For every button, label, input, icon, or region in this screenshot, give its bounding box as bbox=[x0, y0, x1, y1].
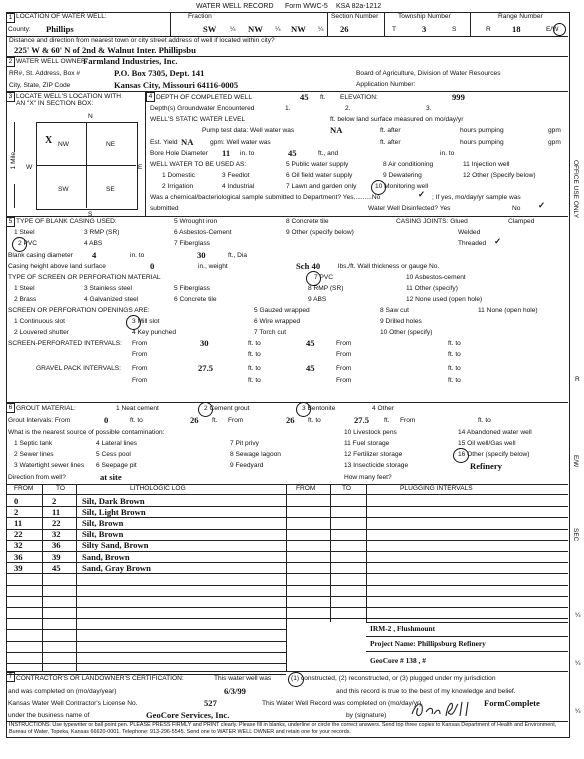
log-header-plugging: PLUGGING INTERVALS bbox=[400, 485, 473, 492]
threaded-check: ✓ bbox=[494, 236, 502, 246]
signature-scribble-icon bbox=[410, 698, 472, 720]
yield-value[interactable]: NA bbox=[181, 137, 194, 147]
board-text: Board of Agriculture, Division of Water Resources bbox=[356, 70, 501, 77]
side-quarter-1: ¼ bbox=[575, 612, 581, 619]
east-label: E bbox=[138, 164, 143, 171]
screen-brass[interactable]: 2 Brass bbox=[14, 296, 37, 303]
west-label: W bbox=[26, 164, 33, 171]
wall-thickness-label: lbs./ft. Wall thickness or gauge No. bbox=[338, 263, 440, 270]
use-4[interactable]: 4 Industrial bbox=[222, 183, 255, 190]
chem-no-check: ✓ bbox=[418, 189, 426, 199]
signature-label: by (signature) bbox=[346, 712, 387, 719]
grout-i1-from[interactable]: 0 bbox=[104, 415, 109, 425]
use-label: WELL WATER TO BE USED AS: bbox=[150, 161, 247, 168]
log-to-cell[interactable]: 45 bbox=[52, 562, 61, 573]
contam-1[interactable]: 1 Septic tank bbox=[14, 440, 53, 447]
locate-label: LOCATE WELL'S LOCATION WITH AN "X" IN SECTION BOX: bbox=[16, 93, 122, 107]
casing-diameter-label: Blank casing diameter bbox=[8, 252, 73, 259]
static-level-label: WELL'S STATIC WATER LEVEL bbox=[150, 116, 246, 123]
contam-14[interactable]: 14 Abandoned water well bbox=[458, 429, 532, 436]
contam-2[interactable]: 2 Sewer lines bbox=[14, 451, 54, 458]
bore-value[interactable]: 11 bbox=[222, 148, 231, 158]
log-row-line bbox=[6, 607, 568, 608]
screen-material-label: TYPE OF SCREEN OR PERFORATION MATERIAL bbox=[8, 274, 161, 281]
south-label: S bbox=[88, 211, 93, 218]
distance-value[interactable]: 225' W & 60' N of 2nd & Walnut Inter. Phillipsbu bbox=[14, 45, 196, 55]
use-10-circle bbox=[371, 180, 386, 195]
gpm-1: gpm bbox=[548, 127, 561, 134]
contam-7[interactable]: 7 Pit privy bbox=[230, 440, 259, 447]
grout-i3-from-label: From bbox=[400, 417, 416, 424]
use-12[interactable]: 12 Other (Specify below) bbox=[463, 172, 536, 179]
casing-label: TYPE OF BLANK CASING USED: bbox=[16, 218, 117, 225]
quarter-3: ¼ bbox=[318, 26, 324, 33]
range-value[interactable]: 18 bbox=[512, 24, 521, 34]
opening-saw[interactable]: 8 Saw cut bbox=[380, 307, 409, 314]
log-lithology-cell[interactable]: Sand, Gray Brown bbox=[82, 562, 151, 573]
log-to-cell[interactable]: 11 bbox=[52, 506, 61, 517]
s-label: S bbox=[452, 26, 457, 33]
openings-label: SCREEN OR PERFORATION OPENINGS ARE: bbox=[8, 307, 150, 314]
grout-i1-to-label: ft. to bbox=[130, 417, 143, 424]
contam-16[interactable]: 16 Other (specify below) bbox=[458, 451, 530, 458]
cert-label: CONTRACTOR'S OR LANDOWNER'S CERTIFICATION: bbox=[16, 675, 184, 682]
gpi-to-label-3: ft. to bbox=[248, 377, 261, 384]
use-2[interactable]: 2 Irrigation bbox=[162, 183, 194, 190]
distance-label: Distance and direction from nearest town or city street address of well if located within city? bbox=[9, 37, 275, 44]
screen-none[interactable]: 12 None used (open hole) bbox=[406, 296, 483, 303]
side-ew: E/W bbox=[572, 455, 579, 468]
form-title: WATER WELL RECORD bbox=[196, 3, 274, 10]
grout-i3-to-label: ft. to bbox=[478, 417, 491, 424]
grout-other[interactable]: 4 Other bbox=[372, 405, 394, 412]
bore-ft-and: ft., and bbox=[318, 150, 339, 157]
contam-12[interactable]: 12 Fertilizer storage bbox=[344, 451, 403, 458]
casing-concrete[interactable]: 8 Concrete tile bbox=[286, 218, 329, 225]
after-2: ft. after bbox=[380, 139, 401, 146]
contam-9[interactable]: 9 Feedyard bbox=[230, 462, 264, 469]
opening-key[interactable]: 4 Key punched bbox=[132, 329, 176, 336]
fraction-label: Fraction bbox=[188, 13, 212, 20]
bore-in-to-2: in. to bbox=[440, 150, 455, 157]
disinfect-check: ✓ bbox=[538, 200, 546, 210]
grout-neat[interactable]: 1 Neat cement bbox=[116, 405, 159, 412]
contam-10[interactable]: 10 Livestock pens bbox=[344, 429, 397, 436]
use-5[interactable]: 5 Public water supply bbox=[286, 161, 349, 168]
cert-line1: This water well was bbox=[214, 675, 272, 682]
cert-line2: and was completed on (mo/day/year) bbox=[8, 688, 117, 695]
hours-1: hours pumping bbox=[460, 127, 504, 134]
t-label: T bbox=[392, 26, 397, 33]
section-number-4: 4 bbox=[146, 92, 155, 102]
business-label: under the business name of bbox=[8, 712, 90, 719]
cert-constructed-circle bbox=[288, 672, 304, 687]
form-complete-stamp: FormComplete bbox=[484, 698, 540, 708]
log-lithology-cell[interactable]: Silt, Brown bbox=[82, 529, 124, 540]
log-row-line bbox=[6, 596, 568, 597]
gw-1: 1. bbox=[285, 105, 291, 112]
sw-quadrant[interactable]: SW bbox=[58, 186, 69, 193]
casing-pvc[interactable]: 2 PVC bbox=[18, 240, 38, 247]
log-row-line bbox=[6, 573, 568, 574]
section-number-1: 1 bbox=[6, 13, 15, 23]
joints-threaded[interactable]: Threaded bbox=[458, 240, 487, 247]
spi-to-label: ft. to bbox=[248, 340, 261, 347]
opening-gauze[interactable]: 5 Gauzed wrapped bbox=[254, 307, 310, 314]
spi-from-label: From bbox=[132, 340, 148, 347]
gpm-2: gpm bbox=[548, 139, 561, 146]
opening-mill-circle bbox=[126, 315, 141, 330]
gpi-to-label-4: ft. to bbox=[448, 377, 461, 384]
casing-weight-label: in., weight bbox=[198, 263, 228, 270]
log-to-cell[interactable]: 2 bbox=[52, 495, 57, 506]
gpi-to-label: ft. to bbox=[248, 365, 261, 372]
statute: KSA 82a-1212 bbox=[336, 3, 382, 10]
casing-fiberglass[interactable]: 7 Fiberglass bbox=[174, 240, 210, 247]
city-value[interactable]: Kansas City, Missouri 64116-0005 bbox=[114, 80, 239, 90]
casing-schedule[interactable]: Sch 40 bbox=[296, 261, 321, 271]
cert-line2b: and this record is true to the best of my knowledge and belief. bbox=[336, 688, 516, 695]
ew-circle bbox=[553, 23, 566, 36]
opening-continuous[interactable]: 1 Continuous slot bbox=[14, 318, 65, 325]
mile-scale-label: 1 Mile bbox=[10, 152, 17, 170]
spi-from-label-4: From bbox=[336, 351, 352, 358]
log-to-cell[interactable]: 39 bbox=[52, 551, 61, 562]
direction-value[interactable]: at site bbox=[100, 472, 122, 482]
howmany-label: How many feet? bbox=[344, 474, 392, 481]
log-from-cell[interactable]: 2 bbox=[14, 506, 19, 517]
log-lithology-cell[interactable]: Silt, Brown bbox=[82, 517, 124, 528]
use-9[interactable]: 9 Dewatering bbox=[383, 172, 422, 179]
log-row-line bbox=[6, 618, 568, 619]
owner-label: WATER WELL OWNER: bbox=[16, 58, 88, 65]
side-r: R bbox=[575, 376, 580, 383]
address-label: RR#, St. Address, Box # bbox=[9, 70, 81, 77]
log-from-cell[interactable]: 36 bbox=[14, 551, 23, 562]
well-x-mark: X bbox=[45, 135, 53, 146]
section-number-6: 6 bbox=[6, 403, 15, 413]
township-value[interactable]: 3 bbox=[422, 24, 427, 34]
use-1[interactable]: 1 Domestic bbox=[162, 172, 195, 179]
spi-from-label-3: From bbox=[132, 351, 148, 358]
spi-from-value[interactable]: 30 bbox=[200, 338, 209, 348]
log-to-cell[interactable]: 36 bbox=[52, 540, 61, 551]
casing-diameter-value[interactable]: 4 bbox=[92, 250, 97, 260]
side-sec: SEC bbox=[572, 528, 579, 542]
casing-rmp[interactable]: 3 RMP (SR) bbox=[84, 229, 120, 236]
bore-label: Bore Hole Diameter bbox=[150, 150, 208, 157]
screen-asbestos[interactable]: 10 Asbestos-cement bbox=[406, 274, 466, 281]
pump-test-value[interactable]: NA bbox=[330, 125, 343, 135]
log-to-cell[interactable]: 32 bbox=[52, 529, 61, 540]
section-value[interactable]: 26 bbox=[340, 24, 349, 34]
opening-torch[interactable]: 7 Torch cut bbox=[254, 329, 287, 336]
use-7[interactable]: 7 Lawn and garden only bbox=[286, 183, 357, 190]
groundwater-label: Depth(s) Groundwater Encountered bbox=[150, 105, 255, 112]
elevation-value[interactable]: 999 bbox=[452, 92, 465, 102]
casing-wrought[interactable]: 5 Wrought iron bbox=[174, 218, 218, 225]
screen-intervals-label: SCREEN-PERFORATED INTERVALS: bbox=[8, 340, 122, 347]
casing-pvc-circle bbox=[12, 237, 27, 252]
hours-2: hours pumping bbox=[460, 139, 504, 146]
grout-i2-from-label: From bbox=[228, 417, 244, 424]
section-number-2: 2 bbox=[6, 57, 15, 67]
casing-to-value[interactable]: 30 bbox=[197, 250, 206, 260]
fraction-3[interactable]: NW bbox=[291, 24, 306, 34]
form-number: Form WWC-5 bbox=[285, 3, 328, 10]
log-row-line bbox=[6, 629, 286, 630]
spi-to-value[interactable]: 45 bbox=[306, 338, 315, 348]
screen-pvc[interactable]: 7 PVC bbox=[314, 274, 334, 281]
gravel-intervals-label: GRAVEL PACK INTERVALS: bbox=[36, 365, 122, 372]
gpi-to-label-2: ft. to bbox=[448, 365, 461, 372]
casing-asbestos[interactable]: 6 Asbestos-Cement bbox=[174, 229, 232, 236]
after-1: ft. after bbox=[380, 127, 401, 134]
log-row-line bbox=[6, 585, 568, 586]
screen-other[interactable]: 11 Other (specify) bbox=[406, 285, 458, 292]
nw-quadrant[interactable]: NW bbox=[58, 141, 69, 148]
casing-other[interactable]: 9 Other (specify below) bbox=[286, 229, 354, 236]
r-label: R bbox=[486, 26, 491, 33]
casing-ft-dia: ft., Dia bbox=[228, 252, 248, 259]
chem-sample-text: Was a chemical/bacteriological sample submitted to Department? Yes..........No bbox=[150, 194, 381, 201]
casing-abs[interactable]: 4 ABS bbox=[84, 240, 103, 247]
gpi-from-label-3: From bbox=[132, 377, 148, 384]
fraction-1[interactable]: SW bbox=[203, 24, 217, 34]
grout-i1-ft: ft. bbox=[212, 417, 218, 424]
opening-mill[interactable]: 3 Mill slot bbox=[132, 318, 160, 325]
contamination-label: What is the nearest source of possible contamination: bbox=[8, 429, 165, 436]
ew-label: E/W bbox=[546, 26, 559, 33]
license-label: Kansas Water Well Contractor's License No. bbox=[8, 700, 138, 707]
screen-stainless[interactable]: 3 Stainless steel bbox=[84, 285, 133, 292]
gpi-from-label-2: From bbox=[336, 365, 352, 372]
signature bbox=[410, 698, 472, 720]
grout-i2-from[interactable]: 26 bbox=[286, 415, 295, 425]
log-header-from-2: FROM bbox=[296, 485, 316, 492]
casing-height-label: Casing height above land surface bbox=[8, 263, 106, 270]
fraction-2[interactable]: NW bbox=[248, 24, 263, 34]
opening-louvered[interactable]: 2 Louvered shutter bbox=[14, 329, 69, 336]
cert-line1-options: (1) constructed, (2) reconstructed, or (3) plugged under my jurisdiction bbox=[291, 675, 496, 682]
grout-intervals-label: Grout Intervals: From bbox=[8, 417, 71, 424]
spi-to-label-3: ft. to bbox=[248, 351, 261, 358]
bore-in-to: in. to bbox=[240, 150, 255, 157]
casing-height-value[interactable]: 0 bbox=[150, 261, 155, 271]
screen-galvanized[interactable]: 4 Galvanized steel bbox=[84, 296, 139, 303]
gpi-to-value[interactable]: 45 bbox=[306, 363, 315, 373]
grout-cement[interactable]: 2 Cement grout bbox=[204, 405, 250, 412]
joints-glued[interactable]: CASING JOINTS: Glued bbox=[396, 218, 468, 225]
log-lithology-cell[interactable]: Silt, Light Brown bbox=[82, 506, 146, 517]
range-label: Range Number bbox=[498, 13, 543, 20]
section-number-5: 5 bbox=[6, 217, 15, 227]
log-lithology-cell[interactable]: Sand, Brown bbox=[82, 551, 130, 562]
use-3[interactable]: 3 Feedlot bbox=[222, 172, 250, 179]
opening-wire[interactable]: 6 Wire wrapped bbox=[254, 318, 301, 325]
contam-13[interactable]: 13 Insecticide storage bbox=[344, 462, 409, 469]
cert-line3b: This Water Well Record was completed on (mo/day/yr) bbox=[262, 700, 422, 707]
disinfect-label: Water Well Disinfected? Yes bbox=[368, 205, 451, 212]
section-number-label: Section Number bbox=[331, 13, 379, 20]
township-label: Township Number bbox=[398, 13, 451, 20]
log-header-to-2: TO bbox=[342, 485, 352, 492]
contam-3[interactable]: 3 Watertight sewer lines bbox=[14, 462, 85, 469]
north-label: N bbox=[88, 113, 93, 120]
screen-steel[interactable]: 1 Steel bbox=[14, 285, 35, 292]
grout-i1-to[interactable]: 26 bbox=[190, 415, 199, 425]
project-name: Project Name: Phillipsburg Refinery bbox=[370, 639, 486, 648]
log-header-to: TO bbox=[56, 485, 66, 492]
gpi-from-value[interactable]: 27.5 bbox=[198, 363, 214, 373]
depth-value[interactable]: 45 bbox=[300, 92, 309, 102]
section-number-3: 3 bbox=[6, 92, 15, 102]
business-value[interactable]: GeoCore Services, Inc. bbox=[146, 710, 230, 720]
grout-label: GROUT MATERIAL: bbox=[16, 405, 76, 412]
opening-drilled[interactable]: 9 Drilled holes bbox=[380, 318, 422, 325]
geocore-number: GeoCore # 138 , # bbox=[370, 656, 426, 665]
gw-2: 2. bbox=[345, 105, 351, 112]
grout-i2-to[interactable]: 27.5 bbox=[354, 415, 370, 425]
yield-text: gpm: Well water was bbox=[210, 139, 271, 146]
opening-other[interactable]: 10 Other (specify) bbox=[380, 329, 433, 336]
grout-i2-ft: ft. bbox=[384, 417, 390, 424]
application-label: Application Number: bbox=[356, 81, 416, 88]
pump-test-label: Pump test data: Well water was bbox=[202, 127, 295, 134]
county-label: County: bbox=[8, 26, 31, 33]
grout-bentonite-circle bbox=[296, 402, 311, 417]
yield-label: Est. Yield bbox=[150, 139, 178, 146]
contam-11[interactable]: 11 Fuel storage bbox=[344, 440, 390, 447]
gw-3: 3. bbox=[426, 105, 432, 112]
depth-label: DEPTH OF COMPLETED WELL bbox=[156, 94, 252, 101]
log-to-cell[interactable]: 22 bbox=[52, 517, 61, 528]
joints-welded[interactable]: Welded bbox=[458, 229, 481, 236]
log-lithology-cell[interactable]: Silt, Dark Brown bbox=[82, 495, 145, 506]
log-header-from: FROM bbox=[14, 485, 34, 492]
joints-clamped[interactable]: Clamped bbox=[508, 218, 535, 225]
spi-from-label-2: From bbox=[336, 340, 352, 347]
log-from-cell[interactable]: 11 bbox=[14, 517, 23, 528]
use-10[interactable]: 10 Monitoring well bbox=[375, 183, 429, 190]
log-lithology-cell[interactable]: Silty Sand, Brown bbox=[82, 540, 149, 551]
static-level-text: ft. below land surface measured on mo/day/yr bbox=[330, 116, 464, 123]
use-11[interactable]: 11 Injection well bbox=[463, 161, 510, 168]
city-label: City, State, ZIP Code bbox=[9, 82, 71, 89]
grout-bentonite[interactable]: 3 Bentonite bbox=[302, 405, 336, 412]
irm-note: IRM-2 , Flushmount bbox=[370, 624, 436, 633]
se-quadrant[interactable]: SE bbox=[106, 186, 115, 193]
use-6[interactable]: 6 Oil field water supply bbox=[286, 172, 353, 179]
log-row-line bbox=[6, 641, 286, 642]
log-from-cell[interactable]: 39 bbox=[14, 562, 23, 573]
direction-label: Direction from well? bbox=[8, 474, 66, 481]
depth-ft: ft. bbox=[320, 94, 326, 101]
casing-steel[interactable]: 1 Steel bbox=[14, 229, 35, 236]
contam-16-circle bbox=[453, 448, 469, 463]
screen-abs[interactable]: 9 ABS bbox=[308, 296, 327, 303]
log-row-line bbox=[6, 652, 286, 653]
spi-to-label-4: ft. to bbox=[448, 351, 461, 358]
spi-to-label-2: ft. to bbox=[448, 340, 461, 347]
screen-concrete[interactable]: 6 Concrete tile bbox=[174, 296, 217, 303]
contam-15[interactable]: 15 Oil well/Gas well bbox=[458, 440, 516, 447]
owner-value[interactable]: Farmland Industries, Inc. bbox=[83, 56, 178, 66]
opening-none[interactable]: 11 None (open hole) bbox=[478, 307, 538, 314]
log-from-cell[interactable]: 0 bbox=[14, 495, 19, 506]
gpi-from-label-4: From bbox=[336, 377, 352, 384]
contam-8[interactable]: 8 Sewage lagoon bbox=[230, 451, 281, 458]
chem-sample-text-2: ; If yes, mo/day/yr sample was bbox=[432, 194, 521, 201]
section-number-7: 7 bbox=[6, 672, 15, 682]
contam-6[interactable]: 6 Seepage pit bbox=[96, 462, 137, 469]
casing-in-to: in. to bbox=[130, 252, 145, 259]
grout-i2-to-label: ft. to bbox=[308, 417, 321, 424]
side-quarter-2: ¼ bbox=[575, 660, 581, 667]
address-value[interactable]: P.O. Box 7305, Dept. 141 bbox=[114, 68, 205, 78]
side-quarter-3: ¼ bbox=[575, 708, 581, 715]
s1-label: LOCATION OF WATER WELL: bbox=[16, 13, 107, 20]
elevation-label: ELEVATION: bbox=[340, 94, 378, 101]
screen-pvc-circle bbox=[306, 271, 321, 286]
screen-rmp[interactable]: 8 RMP (SR) bbox=[308, 285, 344, 292]
office-use-only: OFFICE USE ONLY bbox=[572, 160, 579, 219]
submitted-label: submitted bbox=[150, 205, 179, 212]
use-8[interactable]: 8 Air conditioning bbox=[383, 161, 434, 168]
gpi-from-label: From bbox=[132, 365, 148, 372]
log-row-line bbox=[6, 663, 286, 664]
county-value[interactable]: Phillips bbox=[46, 24, 74, 34]
screen-fiberglass[interactable]: 5 Fiberglass bbox=[174, 285, 210, 292]
disinfect-no: No bbox=[512, 205, 521, 212]
contam-5[interactable]: 5 Cess pool bbox=[96, 451, 131, 458]
quarter-1: ¼ bbox=[230, 26, 236, 33]
completed-date[interactable]: 6/3/99 bbox=[224, 686, 246, 696]
log-from-cell[interactable]: 32 bbox=[14, 540, 23, 551]
instructions-text: INSTRUCTIONS: Use typewriter or ball point pen. PLEASE PRESS FIRMLY and PRINT clearly. Please fill in blanks, underline or circle the correct answers. Send top three copies to Kansas Department of Health and Environment, Bureau of Water, Topeka, Kansas 66620-0001. Telephone: 913-296-5545. Send one to WATER WELL OWNER and retain one for your records. bbox=[9, 722, 557, 735]
license-value[interactable]: 527 bbox=[204, 698, 217, 708]
grout-cement-circle bbox=[198, 402, 213, 417]
bore-to-value[interactable]: 45 bbox=[288, 148, 297, 158]
log-header-lithology: LITHOLOGIC LOG bbox=[130, 485, 186, 492]
quarter-2: ¼ bbox=[275, 26, 281, 33]
contam-other-value[interactable]: Refinery bbox=[470, 461, 502, 471]
log-from-cell[interactable]: 22 bbox=[14, 529, 23, 540]
ne-quadrant[interactable]: NE bbox=[106, 141, 116, 148]
contam-4[interactable]: 4 Lateral lines bbox=[96, 440, 138, 447]
